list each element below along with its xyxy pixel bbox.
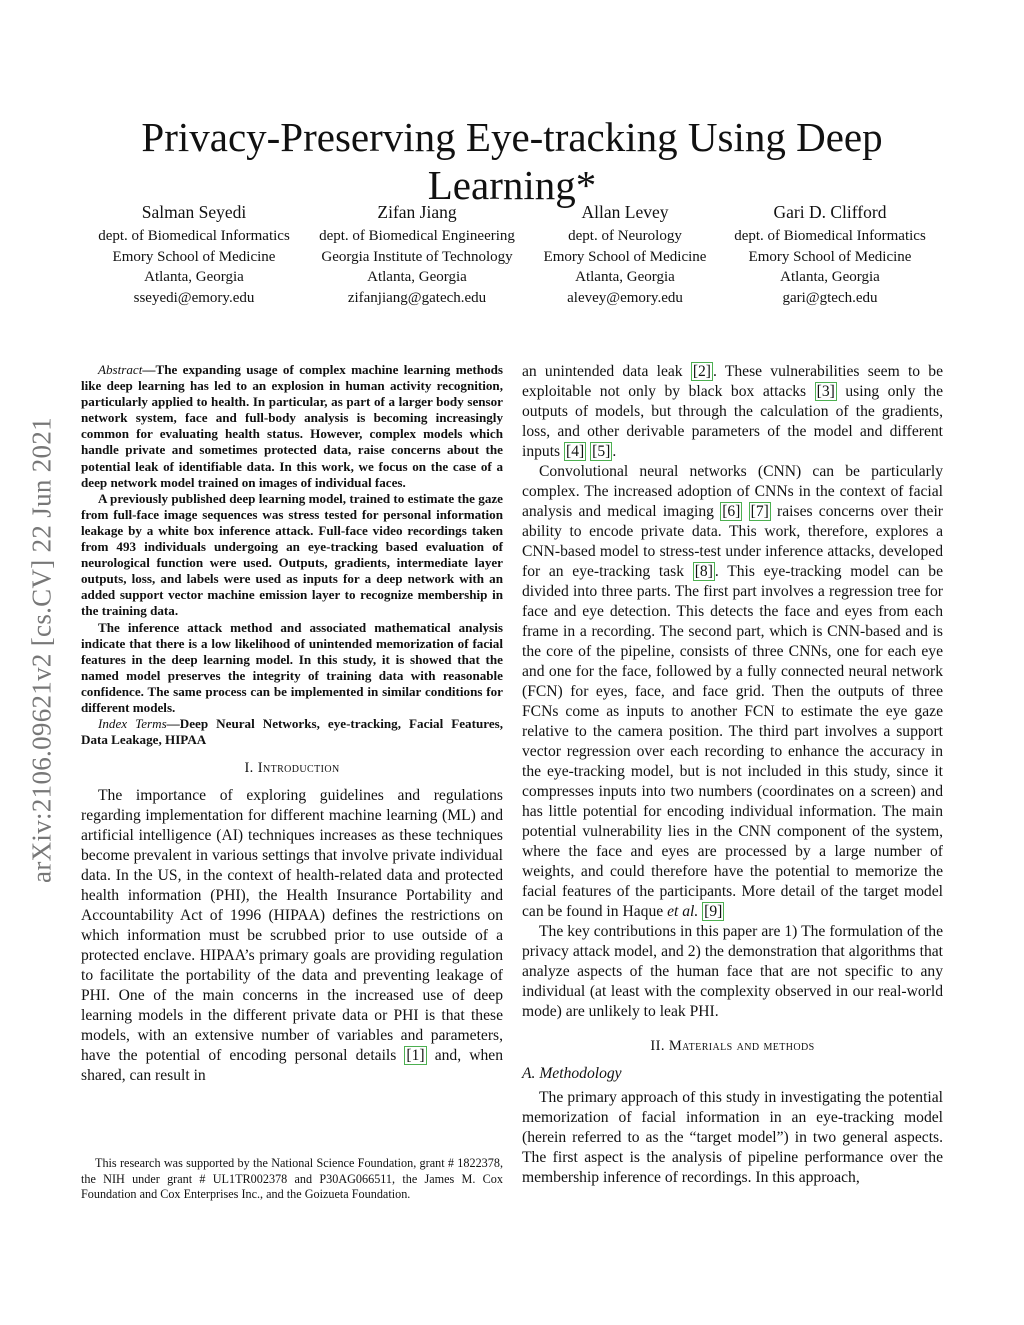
body-paragraph (522, 462, 943, 922)
body-paragraph: The primary approach of this study in investigating the potential memorization of facial information in an eye-tracking model (herein referred to as the “target model”) in two general aspects. The first aspect is the analysis of pipeline performance over the membership inference of recordings. In this approach, (522, 1089, 943, 1186)
citation-link[interactable]: [4] (566, 443, 585, 460)
arxiv-stamp (22, 355, 62, 945)
intro-paragraph (81, 786, 503, 1086)
author-dept: dept. of Neurology (568, 228, 682, 244)
abstract-p2: A previously published deep learning model, trained to estimate the gaze from full-face image sequences was stress tested for personal information leakage by a white box inference attack. Full-face video recordings taken from 493 individuals undergoing an eye-tracking based evaluation of neurological function were used. Outputs, gradients, intermediate layer outputs, loss, and labels were used as inputs for a deep network with an added support vector machine emission layer to recognize membership in the training data. (81, 490, 503, 619)
text: raises concerns over their ability to encode private data. This work, therefore, explores a CNN-based model to stress-test under inference attacks, developed for an eye-tracking task (522, 503, 943, 580)
text: . These vulnerabilities seem to be exploitable not only by black box attacks (522, 363, 944, 400)
citation-link[interactable]: [9] (704, 903, 723, 920)
abstract-p3: The inference attack method and associated mathematical analysis indicate that there is a low likelihood of unintended memorization of facial features in the deep learning model. In this study, it is showed that the named model preserves the integrity of training data with reasonable confidence. The same process can be implemented in similar conditions for different models. (81, 619, 503, 715)
citation-link[interactable]: [5] (592, 443, 611, 460)
title-line-1: Privacy-Preserving Eye-tracking Using Deep (141, 114, 883, 161)
paper-title (120, 113, 904, 209)
author-org: Emory School of Medicine (748, 248, 912, 265)
body-paragraph (522, 362, 943, 462)
author-email: alevey@emory.edu (567, 289, 683, 306)
abstract (81, 362, 503, 748)
author-name: Salman Seyedi (141, 202, 247, 222)
abstract-label: Abstract (98, 362, 143, 377)
section-heading-materials: II. Materials and methods (650, 1038, 815, 1054)
author-city: Atlanta, Georgia (144, 269, 244, 285)
author-email: sseyedi@emory.edu (133, 289, 255, 306)
body-paragraph: The key contributions in this paper are 1) The formulation of the privacy attack model, and 2) the demonstration that algorithms that analyze aspects of the human face that are not specific to any individual (at least with the complexity observed in our real-world mode) are unlikely to leak PHI. (522, 923, 943, 1020)
author-name: Allan Levey (581, 202, 669, 222)
author-org: Georgia Institute of Technology (321, 248, 513, 265)
title-line-2: Learning* (427, 162, 597, 209)
author-dept: dept. of Biomedical Engineering (319, 228, 515, 244)
citation-link[interactable]: [3] (816, 383, 835, 400)
arxiv-stamp-text: arXiv:2106.09621v2 [cs.CV] 22 Jun 2021 (26, 417, 57, 883)
author-dept: dept. of Biomedical Informatics (734, 228, 926, 244)
citation-link[interactable]: [1] (406, 1047, 425, 1065)
section-heading-introduction: I. Introduction (244, 760, 340, 777)
index-terms (81, 716, 503, 748)
author-email: zifanjiang@gatech.edu (347, 289, 487, 306)
intro-text-end: and, when shared, can result in (81, 1047, 503, 1085)
index-terms-label: Index Terms (98, 716, 167, 732)
text: using only the outputs of models, but through the calculation of the gradients, loss, and other derivable parameters of the model and different inputs (522, 383, 943, 460)
abstract-p1-text: —The expanding usage of complex machine learning methods like deep learning has led to an explosion in human activity recognition, particularly applied to health. In particular, as part of a larger body sensor network system, face and full-body analysis is becoming increasingly common for evaluating health status. However, complex models which handle private and sometimes protected data, raise concerns about the potential leak of identifiable data. In this work, we focus on the case of a deep network model trained on images of individual faces. (81, 362, 503, 490)
author-name: Gari D. Clifford (773, 202, 887, 222)
text: an unintended data leak (522, 363, 691, 380)
et-al: et al. (667, 903, 699, 920)
author-dept: dept. of Biomedical Informatics (98, 228, 290, 244)
citation-link[interactable]: [6] (722, 503, 741, 520)
left-column (81, 362, 503, 1086)
right-column (522, 362, 943, 1188)
text: Convolutional neural networks (CNN) can be particularly complex. The increased adoption of CNNs in the context of facial analysis and medical imaging (522, 463, 943, 520)
intro-text: The importance of exploring guidelines and regulations regarding implementation for different machine learning (ML) and artificial intelligence (AI) techniques increases as these techniques become prevalent in various settings that involve private individual data. In the US, in the context of health-related data and protected health information (PHI), the Health Insurance Portability and Accountability Act of 1996 (HIPAA) defines the restrictions on which information must be scrubbed prior to use outside of a protected enclave. HIPAA’s primary goals are providing regulation to facilitate the portability of the data and preventing leakage of PHI. One of the main concerns in the increased use of deep learning models in the different private data or PHI is that these models, with an extensive number of variables and parameters, have the potential of encoding personal details (81, 787, 503, 1065)
author-email: gari@gtech.edu (782, 289, 878, 306)
subsection-heading-methodology: A. Methodology (522, 1065, 622, 1082)
author-org: Emory School of Medicine (543, 248, 707, 265)
footnote: This research was supported by the National Science Foundation, grant # 1822378, the NIH under grant # UL1TR002378 and P30AG066511, the James M. Cox Foundation and Cox Enterprises Inc., and the Goizueta Foundation. (81, 1156, 503, 1201)
author-3 (505, 200, 745, 308)
abstract-p1 (81, 362, 503, 491)
author-4 (710, 200, 950, 308)
author-name: Zifan Jiang (377, 202, 457, 222)
author-2 (297, 200, 537, 308)
citation-link[interactable]: [8] (694, 563, 713, 580)
author-block (80, 200, 960, 310)
citation-link[interactable]: [7] (750, 503, 769, 520)
text: . (612, 443, 617, 460)
author-city: Atlanta, Georgia (780, 269, 880, 285)
text: . This eye-tracking model can be divided into three parts. The first part involves a regression tree for face and eye detection. This detects the face and eyes from each frame in a recording. The second part, which is CNN-based and is the core of the pipeline, consists of three CNNs, one for each eye and one for the face, followed by a fully connected neural network (FCN) for eyes, face, and face grid. Then the outputs of three FCNs come as inputs to another FCN to estimate the eye gaze relative to the camera position. The third part involves a support vector regression over each recording to enhance the accuracy in the eye-tracking model, but is not included in this study, since it compresses inputs into two numbers (coordinates on a screen) and has little potential for encoding individual information. The main potential vulnerability lies in the CNN component of the system, where the face and eyes are processed by a large number of weights, and could therefore have the potential to memorize the facial features of the participants. More detail of the target model can be found in Haque (522, 563, 943, 920)
author-city: Atlanta, Georgia (575, 269, 675, 285)
citation-link[interactable]: [2] (692, 363, 711, 380)
author-city: Atlanta, Georgia (367, 269, 467, 285)
author-1 (74, 200, 314, 308)
author-org: Emory School of Medicine (112, 248, 276, 265)
index-terms-text: —Deep Neural Networks, eye-tracking, Facial Features, Data Leakage, HIPAA (81, 716, 504, 748)
